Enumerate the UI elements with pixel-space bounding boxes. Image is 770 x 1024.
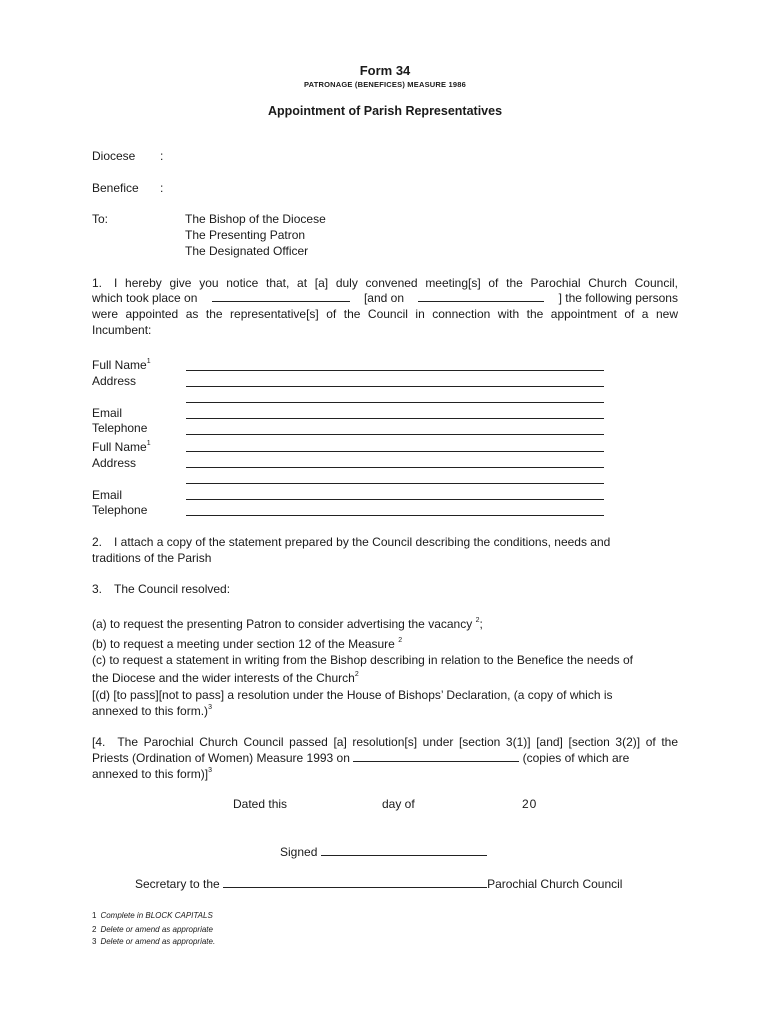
rep1-address-label: Address — [92, 374, 137, 388]
rep1-email-label: Email — [92, 406, 123, 420]
footnote-1: 1 Complete in BLOCK CAPITALS — [92, 911, 213, 920]
rep1-telephone-label: Telephone — [92, 421, 148, 435]
para1-line4: Incumbent: — [92, 323, 152, 337]
resolution-c-line2: the Diocese and the wider interests of the Church$^2$ — [92, 671, 359, 685]
footnote-ref-3: 3 — [208, 767, 212, 774]
page-title: Appointment of Parish Representatives — [267, 104, 503, 118]
rep2-address-line-2[interactable] — [186, 483, 604, 484]
footnote-ref-3: 3 — [208, 704, 212, 711]
resolution-d-line1: [(d) [to pass][not to pass] a resolution under the House of Bishops’ Declaration, (a copy of which is — [92, 688, 613, 702]
para1-line2 — [92, 291, 678, 306]
year-label: 20 — [522, 797, 538, 811]
para3-heading: 3. The Council resolved: — [92, 582, 231, 596]
footnote-ref-2: 2 — [398, 637, 403, 644]
measure-subtitle: PATRONAGE (BENEFICES) MEASURE 1986 — [304, 80, 466, 89]
rep1-email-line[interactable] — [186, 418, 604, 419]
para1-and-on: [and on — [363, 291, 405, 305]
meeting-date-blank[interactable] — [212, 291, 350, 302]
rep2-telephone-label: Telephone — [92, 503, 148, 517]
footnote-2: 2 Delete or amend as appropriate — [92, 925, 213, 934]
rep2-telephone-line[interactable] — [186, 515, 604, 516]
rep1-address-line-2[interactable] — [186, 402, 604, 403]
recipient-officer: The Designated Officer — [185, 244, 309, 258]
diocese-label: Diocese — [92, 149, 136, 163]
rep2-address-label: Address — [92, 456, 137, 470]
recipient-bishop: The Bishop of the Diocese — [185, 212, 326, 226]
para1-line3: were appointed as the representative[s] of the Council in connection with the appointment of a new — [92, 307, 678, 321]
rep2-full-name-label: Full Name$^1$ — [92, 440, 151, 454]
benefice-label: Benefice — [92, 181, 139, 195]
resolution-a: (a) to request the presenting Patron to consider advertising the vacancy $^2$; — [92, 617, 483, 631]
para4-line3: annexed to this form)]$^3$ — [92, 767, 212, 781]
rep2-name-line[interactable] — [186, 451, 604, 452]
pcc-label: Parochial Church Council — [487, 877, 623, 891]
parish-name-line[interactable] — [223, 877, 487, 888]
secretary-row — [135, 877, 622, 892]
para4-line1: [4. The Parochial Church Council passed [a] resolution[s] under [section 3(1)] [and] [section 3(2)] of the — [92, 735, 678, 749]
resolution-c-line1: (c) to request a statement in writing from the Bishop describing in relation to the Benefice the needs of — [92, 653, 633, 667]
day-of-label: day of — [382, 797, 415, 811]
rep2-email-line[interactable] — [186, 499, 604, 500]
footnote-3: 3 Delete or amend as appropriate. — [92, 937, 216, 946]
para2-line1: 2. I attach a copy of the statement prepared by the Council describing the conditions, needs and — [92, 535, 611, 549]
para2-line2: traditions of the Parish — [92, 551, 212, 565]
second-meeting-date-blank[interactable] — [418, 291, 544, 302]
signature-line[interactable] — [321, 845, 487, 856]
rep1-telephone-line[interactable] — [186, 434, 604, 435]
footnote-ref-1: 1 — [146, 358, 151, 365]
para1-took-place: which took place on — [92, 291, 198, 305]
para1-following: ] the following persons — [558, 291, 678, 305]
footnote-ref-2: 2 — [354, 671, 359, 678]
signed-row — [280, 845, 487, 860]
footnote-ref-1: 1 — [146, 440, 151, 447]
measure-date-blank[interactable] — [353, 751, 519, 762]
benefice-colon: : — [160, 181, 164, 195]
footnote-ref-2: 2 — [475, 617, 480, 624]
diocese-colon: : — [160, 149, 164, 163]
resolution-d-line2: annexed to this form.)$^3$ — [92, 704, 212, 718]
rep2-email-label: Email — [92, 488, 123, 502]
to-label: To: — [92, 212, 109, 226]
rep1-full-name-label: Full Name$^1$ — [92, 358, 151, 372]
recipient-patron: The Presenting Patron — [185, 228, 306, 242]
form-number: Form 34 — [359, 63, 411, 78]
rep1-name-line[interactable] — [186, 370, 604, 371]
para1-line1: 1. I hereby give you notice that, at [a] duly convened meeting[s] of the Parochial Church Council, — [92, 276, 678, 290]
signed-label: Signed — [280, 845, 318, 859]
rep1-address-line-1[interactable] — [186, 386, 604, 387]
secretary-label: Secretary to the — [135, 877, 220, 891]
rep2-address-line-1[interactable] — [186, 467, 604, 468]
resolution-b: (b) to request a meeting under section 12 of the Measure $^2$ — [92, 637, 403, 651]
para4-line2: Priests (Ordination of Women) Measure 1993 on (copies of which are — [92, 751, 630, 765]
dated-this-label: Dated this — [233, 797, 288, 811]
